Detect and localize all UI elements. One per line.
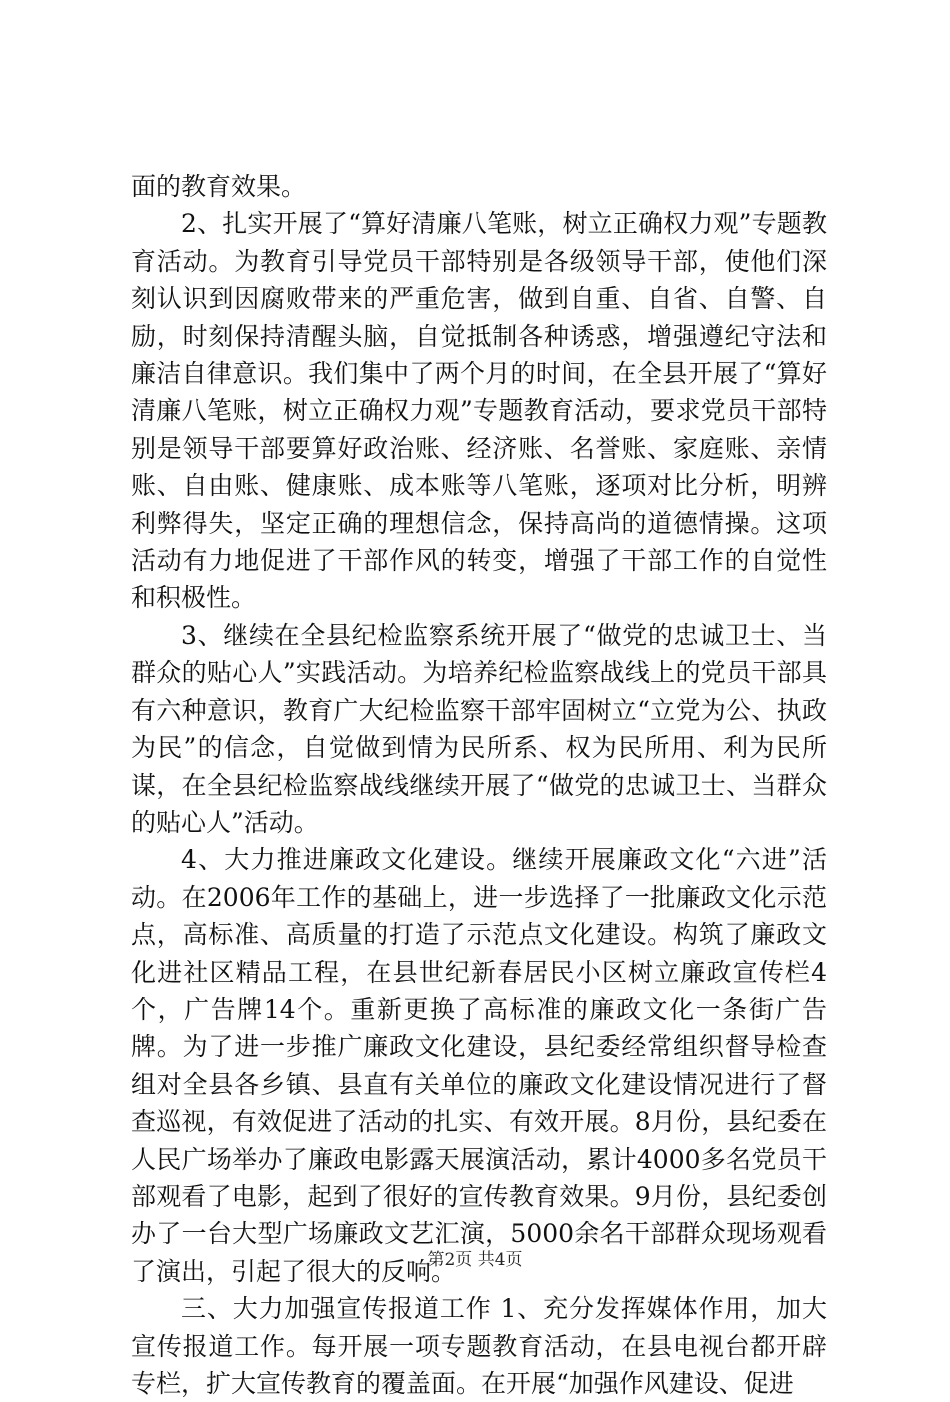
document-body <box>131 168 827 1402</box>
page-number-footer: 第2页 共4页 <box>427 1250 523 1270</box>
paragraph-5: 三、大力加强宣传报道工作 1、充分发挥媒体作用，加大宣传报道工作。每开展一项专题教育活动，在县电视台都开辟专栏，扩大宣传教育的覆盖面。在开展“加强作风建设、促进 <box>131 1294 827 1398</box>
paragraph-1: 面的教育效果。 <box>131 172 307 201</box>
paragraph-4: 4、大力推进廉政文化建设。继续开展廉政文化“六进”活动。在2006年工作的基础上，进一步选择了一批廉政文化示范点，高标准、高质量的打造了示范点文化建设。构筑了廉政文化进社区精品工程，在县世纪新春居民小区树立廉政宣传栏4个，广告牌14个。重新更换了高标准的廉政文化一条街广告牌。为了进一步推广廉政文化建设，县纪委经常组织督导检查组对全县各乡镇、县直有关单位的廉政文化建设情况进行了督查巡视，有效促进了活动的扎实、有效开展。8月份，县纪委在人民广场举办了廉政电影露天展演活动，累计4000多名党员干部观看了电影，起到了很好的宣传教育效果。9月份，县纪委创办了一台大型广场廉政文艺汇演，5000余名干部群众现场观看了演出，引起了很大的反响。 <box>131 845 827 1286</box>
paragraph-2: 2、扎实开展了“算好清廉八笔账，树立正确权力观”专题教育活动。为教育引导党员干部特别是各级领导干部，使他们深刻认识到因腐败带来的严重危害，做到自重、自省、自警、自励，时刻保持清醒头脑，自觉抵制各种诱惑，增强遵纪守法和廉洁自律意识。我们集中了两个月的时间，在全县开展了“算好清廉八笔账，树立正确权力观”专题教育活动，要求党员干部特别是领导干部要算好政治账、经济账、名誉账、家庭账、亲情账、自由账、健康账、成本账等八笔账，逐项对比分析，明辨利弊得失，坚定正确的理想信念，保持高尚的道德情操。这项活动有力地促进了干部作风的转变，增强了干部工作的自觉性和积极性。 <box>131 209 827 613</box>
paragraph-3: 3、继续在全县纪检监察系统开展了“做党的忠诚卫士、当群众的贴心人”实践活动。为培养纪检监察战线上的党员干部具有六种意识，教育广大纪检监察干部牢固树立“立党为公、执政为民”的信念，自觉做到情为民所系、权为民所用、利为民所谋，在全县纪检监察战线继续开展了“做党的忠诚卫士、当群众的贴心人”活动。 <box>131 620 827 837</box>
